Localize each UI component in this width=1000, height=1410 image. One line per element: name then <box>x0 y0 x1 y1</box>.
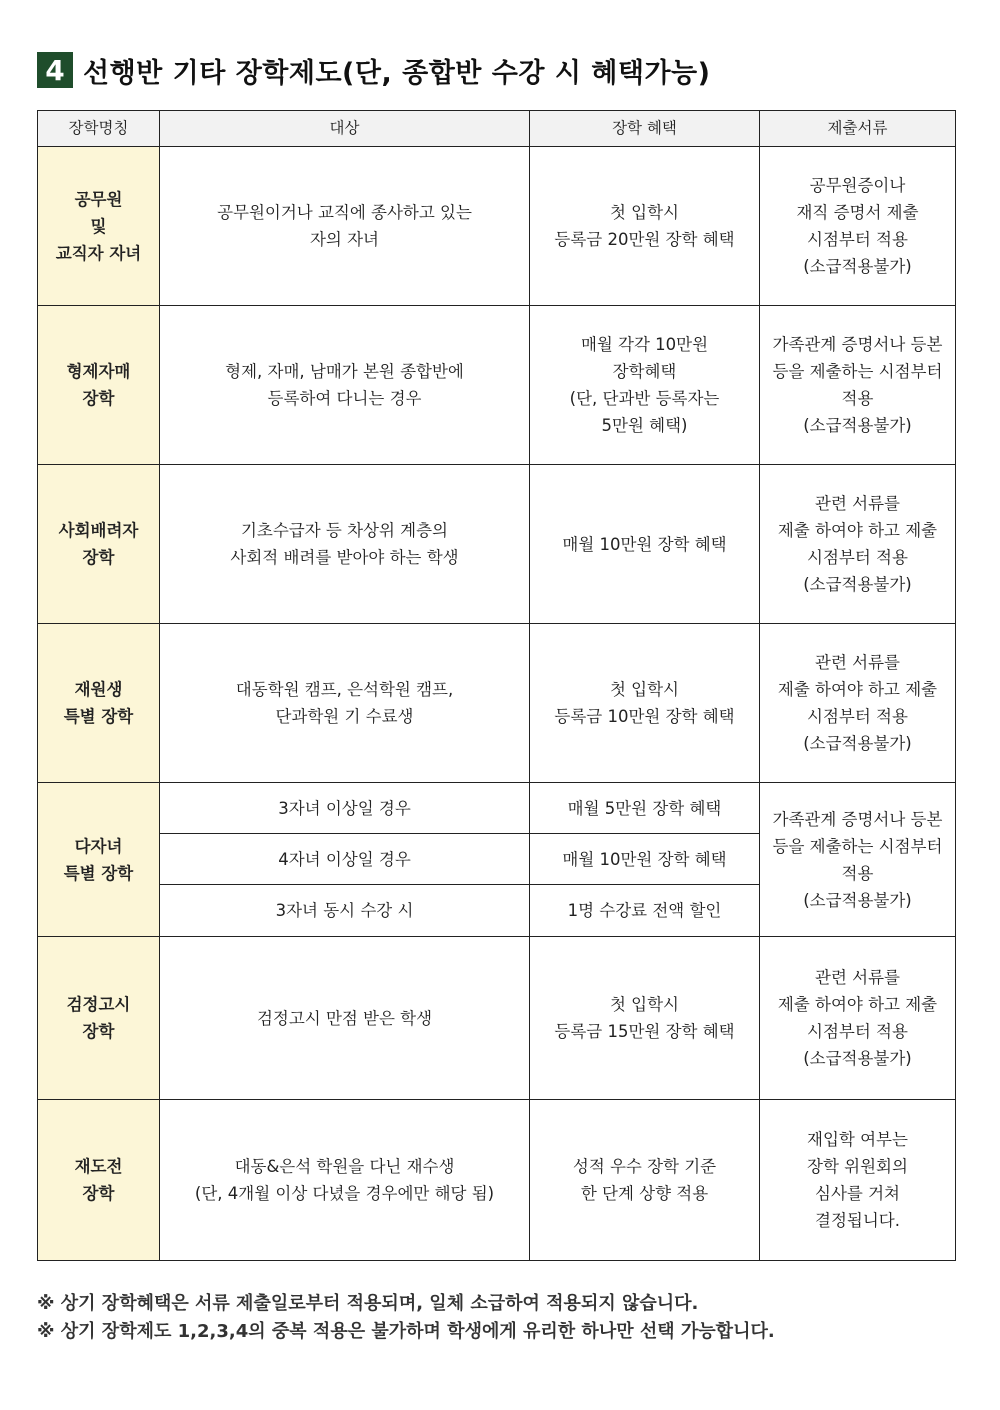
scholarship-benefit: 매월 각각 10만원 장학혜택 (단, 단과반 등록자는 5만원 혜택) <box>530 306 760 465</box>
header-docs: 제출서류 <box>760 111 956 147</box>
scholarship-target: 3자녀 이상일 경우 <box>160 783 530 834</box>
scholarship-benefit: 성적 우수 장학 기준 한 단계 상향 적용 <box>530 1100 760 1261</box>
scholarship-benefit: 첫 입학시 등록금 15만원 장학 혜택 <box>530 937 760 1100</box>
scholarship-benefit: 1명 수강료 전액 할인 <box>530 885 760 937</box>
scholarship-target: 3자녀 동시 수강 시 <box>160 885 530 937</box>
table-header-row <box>38 111 956 147</box>
header-name: 장학명칭 <box>38 111 160 147</box>
header-benefit: 장학 혜택 <box>530 111 760 147</box>
scholarship-target: 4자녀 이상일 경우 <box>160 834 530 885</box>
scholarship-docs: 관련 서류를 제출 하여야 하고 제출 시점부터 적용 (소급적용불가) <box>760 624 956 783</box>
scholarship-benefit: 첫 입학시 등록금 20만원 장학 혜택 <box>530 147 760 306</box>
scholarship-benefit: 첫 입학시 등록금 10만원 장학 혜택 <box>530 624 760 783</box>
scholarship-docs: 관련 서류를 제출 하여야 하고 제출 시점부터 적용 (소급적용불가) <box>760 937 956 1100</box>
scholarship-docs: 가족관계 증명서나 등본 등을 제출하는 시점부터 적용 (소급적용불가) <box>760 306 956 465</box>
scholarship-target: 대동학원 캠프, 은석학원 캠프, 단과학원 기 수료생 <box>160 624 530 783</box>
scholarship-name: 재원생 특별 장학 <box>38 624 160 783</box>
scholarship-name: 공무원 및 교직자 자녀 <box>38 147 160 306</box>
footnote: ※ 상기 장학제도 1,2,3,4의 중복 적용은 불가하며 학생에게 유리한 하나만 선택 가능합니다. <box>37 1321 775 1342</box>
footnotes <box>37 1290 775 1346</box>
table-row <box>38 306 956 465</box>
table-row <box>38 147 956 306</box>
scholarship-benefit: 매월 10만원 장학 혜택 <box>530 465 760 624</box>
scholarship-target: 검정고시 만점 받은 학생 <box>160 937 530 1100</box>
scholarship-table <box>37 110 956 1261</box>
scholarship-name: 재도전 장학 <box>38 1100 160 1261</box>
scholarship-target: 공무원이거나 교직에 종사하고 있는 자의 자녀 <box>160 147 530 306</box>
table-row <box>38 937 956 1100</box>
footnote: ※ 상기 장학혜택은 서류 제출일로부터 적용되며, 일체 소급하여 적용되지 않습니다. <box>37 1293 699 1314</box>
scholarship-name: 사회배려자 장학 <box>38 465 160 624</box>
scholarship-target: 기초수급자 등 차상위 계층의 사회적 배려를 받아야 하는 학생 <box>160 465 530 624</box>
table-row <box>38 624 956 783</box>
scholarship-name: 다자녀 특별 장학 <box>38 783 160 937</box>
scholarship-docs: 공무원증이나 재직 증명서 제출 시점부터 적용 (소급적용불가) <box>760 147 956 306</box>
scholarship-name: 검정고시 장학 <box>38 937 160 1100</box>
scholarship-target: 형제, 자매, 남매가 본원 종합반에 등록하여 다니는 경우 <box>160 306 530 465</box>
header-target: 대상 <box>160 111 530 147</box>
section-title <box>37 50 710 90</box>
section-number-badge: 4 <box>37 52 73 88</box>
scholarship-docs: 가족관계 증명서나 등본 등을 제출하는 시점부터 적용 (소급적용불가) <box>760 783 956 937</box>
scholarship-benefit: 매월 5만원 장학 혜택 <box>530 783 760 834</box>
scholarship-name: 형제자매 장학 <box>38 306 160 465</box>
table-row <box>38 1100 956 1261</box>
table-row <box>38 783 956 834</box>
scholarship-docs: 관련 서류를 제출 하여야 하고 제출 시점부터 적용 (소급적용불가) <box>760 465 956 624</box>
scholarship-docs: 재입학 여부는 장학 위원회의 심사를 거쳐 결정됩니다. <box>760 1100 956 1261</box>
scholarship-target: 대동&은석 학원을 다닌 재수생 (단, 4개월 이상 다녔을 경우에만 해당 됨) <box>160 1100 530 1261</box>
table-row <box>38 465 956 624</box>
scholarship-benefit: 매월 10만원 장학 혜택 <box>530 834 760 885</box>
section-title-text: 선행반 기타 장학제도(단, 종합반 수강 시 혜택가능) <box>83 57 711 89</box>
